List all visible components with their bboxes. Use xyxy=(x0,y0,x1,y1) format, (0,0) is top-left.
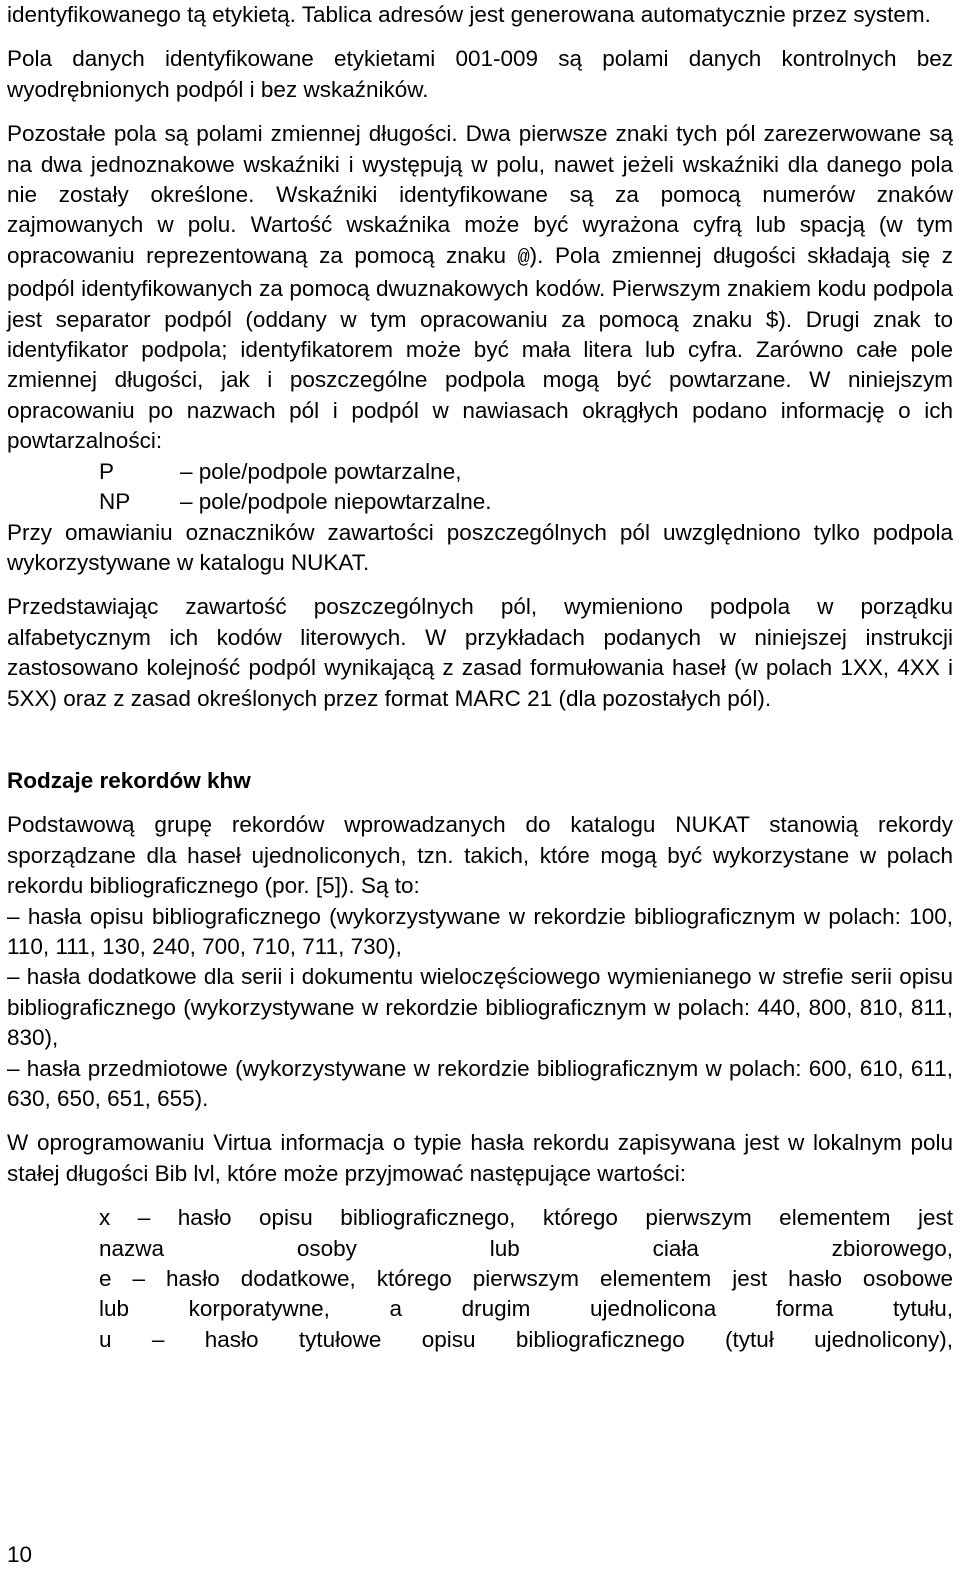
bib-lvl-values xyxy=(99,1203,953,1355)
document-page xyxy=(7,0,953,1355)
list-item: – hasła opisu bibliograficznego (wykorzystywane w rekordzie bibliograficznym w polach: 100, 110, 111, 130, 240, 700, 710, 711, 730), xyxy=(7,903,953,959)
paragraph-nukat-subfields: Przy omawianiu oznaczników zawartości poszczególnych pól uwzględniono tylko podpola wykorzystywane w katalogu NUKAT. xyxy=(7,519,953,575)
paragraph-record-types: Podstawową grupę rekordów wprowadzanych do katalogu NUKAT stanowią rekordy sporządzane dla haseł ujednoliconych, tzn. takich, które mogą być wykorzystane w polach rekordu bibliograficznego (por. [5]). Są to: xyxy=(7,812,953,899)
value-line: x – hasło opisu bibliograficznego, którego pierwszym elementem jest xyxy=(99,1205,953,1231)
legend-key: P xyxy=(99,458,115,484)
paragraph-address-table: identyfikowanego tą etykietą. Tablica adresów jest generowana automatycznie przez system. xyxy=(7,2,931,27)
paragraph-control-fields: Pola danych identyfikowane etykietami 001-009 są polami danych kontrolnych bez wyodrębnionych podpól i bez wskaźników. xyxy=(7,46,953,102)
value-line: nazwa osoby lub ciała zbiorowego, xyxy=(99,1235,953,1261)
paragraph-variable-fields xyxy=(7,119,953,456)
legend-key: NP xyxy=(99,489,131,515)
paragraph-virtua: W oprogramowaniu Virtua informacja o typie hasła rekordu zapisywana jest w lokalnym polu stałej długości Bib lvl, które może przyjmować następujące wartości: xyxy=(7,1130,953,1186)
legend-desc: – pole/podpole niepowtarzalne. xyxy=(180,489,492,515)
legend-desc: – pole/podpole powtarzalne, xyxy=(180,458,462,484)
list-item: – hasła dodatkowe dla serii i dokumentu wieloczęściowego wymienianego w strefie serii opisu bibliograficznego (wykorzystywane w rekordzie bibliograficznym w polach: 440, 800, 810, 811, 830), xyxy=(7,964,953,1051)
legend-row xyxy=(99,487,953,517)
legend-row xyxy=(99,457,953,487)
repeatability-legend xyxy=(99,457,953,518)
value-line: e – hasło dodatkowe, którego pierwszym elementem jest hasło osobowe xyxy=(99,1266,953,1292)
variable-fields-lead: Pozostałe pola są polami zmiennej długości. xyxy=(7,121,458,147)
section-heading: Rodzaje rekordów khw xyxy=(7,767,251,793)
list-item: – hasła przedmiotowe (wykorzystywane w rekordzie bibliograficznym w polach: 600, 610, 611, 630, 650, 651, 655). xyxy=(7,1055,953,1111)
paragraph-subfield-order: Przedstawiając zawartość poszczególnych pól, wymieniono podpola w porządku alfabetycznym ich kodów literowych. W przykładach podanych w niniejszej instrukcji zastosowano kolejność podpól wynikającą z zasad formułowania haseł (w polach 1XX, 4XX i 5XX) oraz z zasad określonych przez format MARC 21 (dla pozostałych pól). xyxy=(7,594,953,711)
value-line: u – hasło tytułowe opisu bibliograficznego (tytuł ujednolicony), xyxy=(99,1326,953,1352)
value-line: lub korporatywne, a drugim ujednolicona forma tytułu, xyxy=(99,1296,953,1322)
blank-symbol: @ xyxy=(517,246,530,270)
page-number: 10 xyxy=(7,1542,33,1567)
variable-fields-indicators: Dwa pierwsze znaki tych pól zarezerwowane są na dwa jednoznakowe wskaźniki i występują w polu, nawet jeżeli wskaźniki dla danego pola nie zostały określone. Wskaźniki identyfikowane są za pomocą numerów znaków zajmowanych w polu. Wartość wskaźnika może być wyrażona cyfrą lub spacją (w tym opracowaniu reprezentowaną za pomocą znaku xyxy=(7,121,953,268)
variable-fields-subfields: ). Pola zmiennej długości składają się z podpól identyfikowanych za pomocą dwuznakowych kodów. Pierwszym znakiem kodu podpola jest separator podpól (oddany w tym opracowaniu za pomocą znaku $). Drugi znak to identyfikator podpola; identyfikatorem może być mała litera lub cyfra. Zarówno całe pole zmiennej długości, jak i poszczególne podpola mogą być powtarzane. W niniejszym opracowaniu po nazwach pól i podpól w nawiasach okrągłych podano informację o ich powtarzalności: xyxy=(7,242,953,454)
